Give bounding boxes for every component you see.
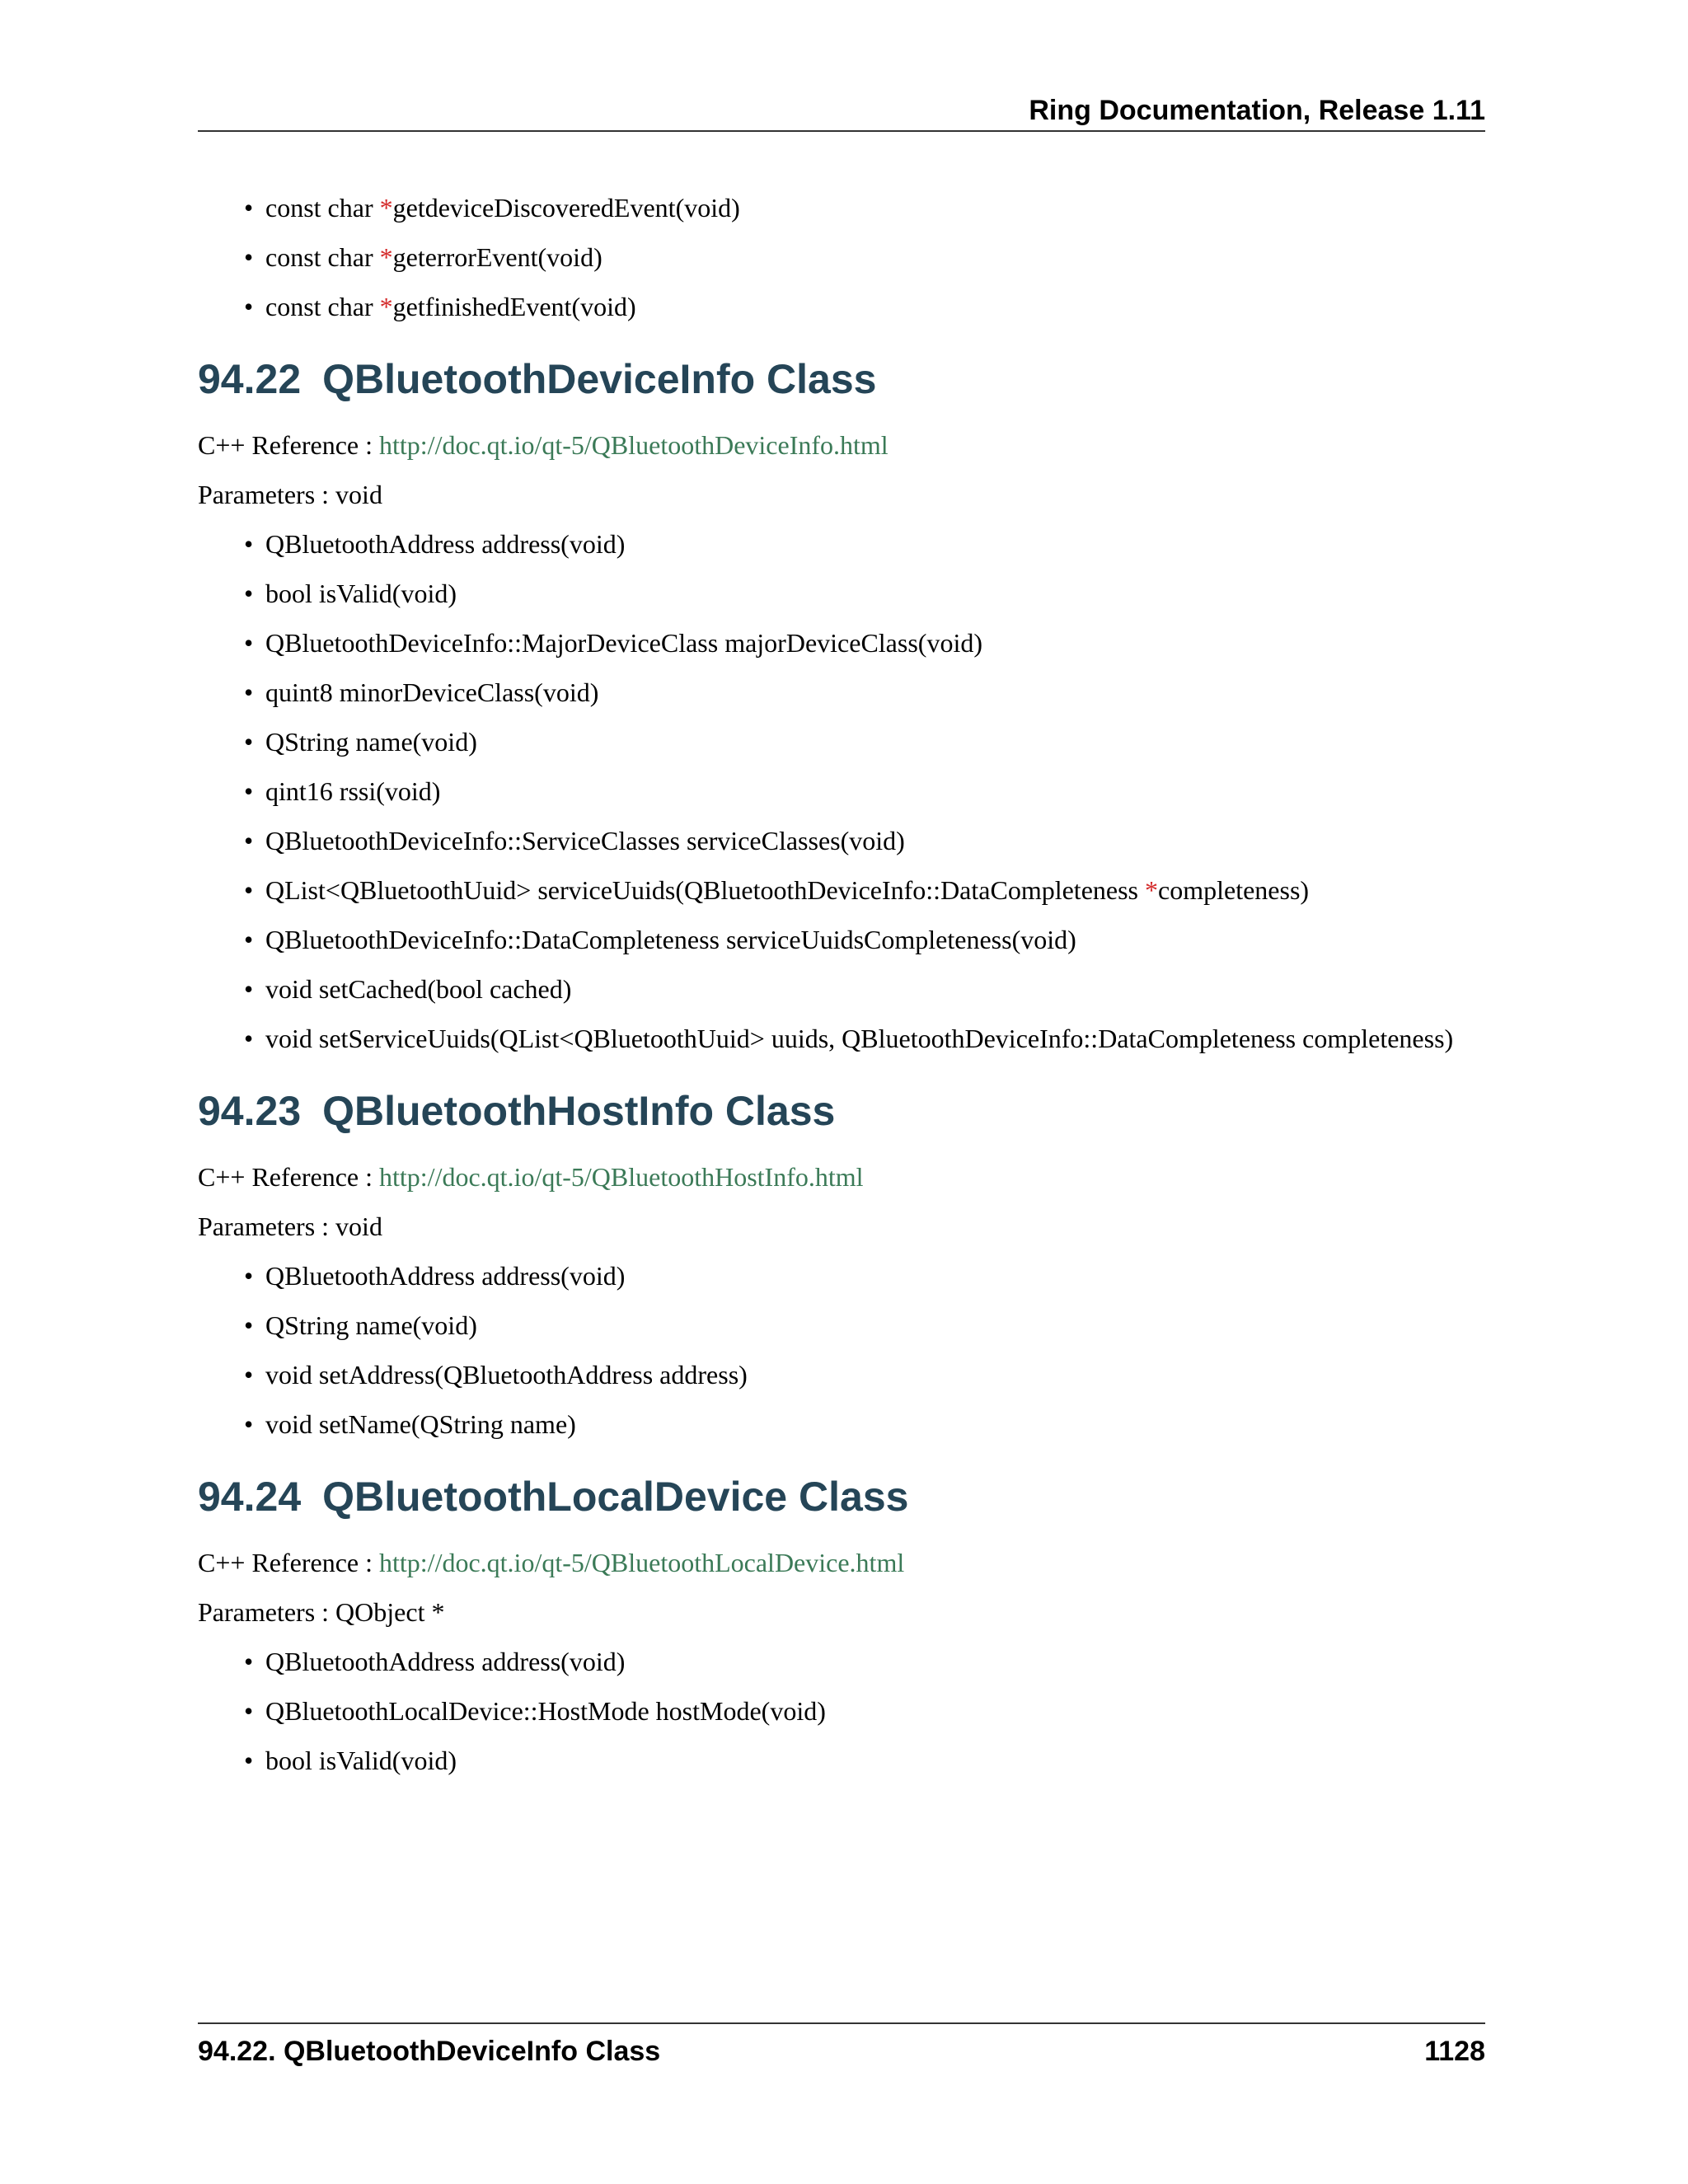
method-item: • QList<QBluetoothUuid> serviceUuids(QBluetoothDeviceInfo::DataCompleteness *completeness) [265, 874, 1485, 907]
footer-section-title: 94.22. QBluetoothDeviceInfo Class [198, 2036, 661, 2067]
method-list [198, 1259, 1485, 1441]
method-item: • quint8 minorDeviceClass(void) [265, 676, 1485, 709]
method-item: • void setCached(bool cached) [265, 972, 1485, 1005]
cpp-reference: C++ Reference : http://doc.qt.io/qt-5/QBluetoothDeviceInfo.html [198, 430, 889, 460]
page-content [198, 191, 1485, 1793]
method-item: • QBluetoothAddress address(void) [265, 527, 1485, 560]
method-item: • QString name(void) [265, 1309, 1485, 1342]
method-item: • qint16 rssi(void) [265, 775, 1485, 808]
method-item: • QString name(void) [265, 725, 1485, 758]
method-item: • QBluetoothDeviceInfo::ServiceClasses serviceClasses(void) [265, 824, 1485, 857]
reference-link[interactable]: http://doc.qt.io/qt-5/QBluetoothLocalDevice.html [379, 1548, 905, 1577]
reference-link[interactable]: http://doc.qt.io/qt-5/QBluetoothDeviceInfo.html [379, 430, 889, 460]
method-item: • const char *getdeviceDiscoveredEvent(void) [265, 191, 1485, 224]
method-item: • bool isValid(void) [265, 577, 1485, 610]
page-footer [198, 2022, 1485, 2070]
method-item: • void setName(QString name) [265, 1408, 1485, 1441]
method-item: • QBluetoothDeviceInfo::DataCompleteness serviceUuidsCompleteness(void) [265, 923, 1485, 956]
cpp-reference: C++ Reference : http://doc.qt.io/qt-5/QBluetoothLocalDevice.html [198, 1548, 905, 1577]
method-item: • void setAddress(QBluetoothAddress address) [265, 1358, 1485, 1391]
method-item: • QBluetoothAddress address(void) [265, 1259, 1485, 1292]
section-qbluetoothlocaldevice [198, 1472, 1485, 1777]
method-list [198, 527, 1485, 1055]
cpp-reference: C++ Reference : http://doc.qt.io/qt-5/QBluetoothHostInfo.html [198, 1162, 864, 1192]
parameters: Parameters : QObject * [198, 1597, 445, 1627]
section-heading: 94.24 QBluetoothLocalDevice Class [198, 1474, 909, 1520]
parameters: Parameters : void [198, 1212, 382, 1241]
document-title: Ring Documentation, Release 1.11 [1029, 95, 1485, 126]
section-qbluetoothdeviceinfo [198, 354, 1485, 1055]
method-list [198, 1645, 1485, 1777]
method-item: • QBluetoothDeviceInfo::MajorDeviceClass majorDeviceClass(void) [265, 626, 1485, 659]
method-item: • void setServiceUuids(QList<QBluetoothUuid> uuids, QBluetoothDeviceInfo::DataCompleteness completeness) [265, 1022, 1485, 1055]
method-item: • const char *geterrorEvent(void) [265, 241, 1485, 274]
parameters: Parameters : void [198, 480, 382, 509]
method-item: • QBluetoothLocalDevice::HostMode hostMode(void) [265, 1694, 1485, 1727]
reference-link[interactable]: http://doc.qt.io/qt-5/QBluetoothHostInfo.html [379, 1162, 864, 1192]
method-item: • QBluetoothAddress address(void) [265, 1645, 1485, 1678]
section-heading: 94.23 QBluetoothHostInfo Class [198, 1088, 836, 1134]
section-qbluetoothhostinfo [198, 1086, 1485, 1441]
page-header [198, 91, 1485, 132]
intro-method-list [198, 191, 1485, 323]
page-number: 1128 [1424, 2036, 1485, 2067]
method-item: • bool isValid(void) [265, 1744, 1485, 1777]
method-item: • const char *getfinishedEvent(void) [265, 290, 1485, 323]
section-heading: 94.22 QBluetoothDeviceInfo Class [198, 356, 877, 402]
